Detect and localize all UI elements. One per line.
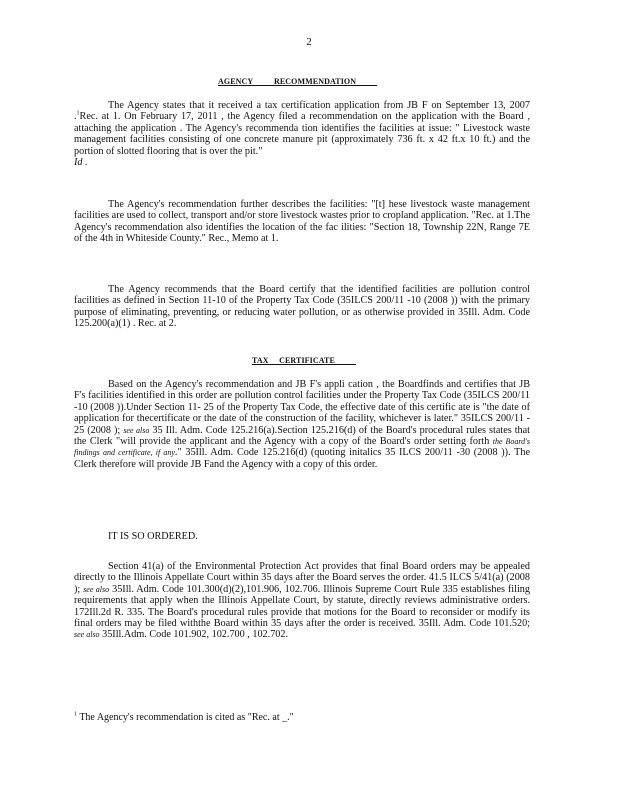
so-ordered: IT IS SO ORDERED. (108, 531, 198, 542)
paragraph-facilities-description (74, 199, 530, 245)
footnote-marker: 1 (74, 711, 77, 718)
paragraph-receipt (74, 100, 530, 168)
footnote-text: The Agency's recommendation is cited as "Rec. at _." (79, 712, 294, 723)
paragraph-agency-recommends (74, 284, 530, 330)
paragraph-text: Based on the Agency's recommendation and JB F's appli cation , the Boardfinds and certifies that JB F's facilities identified in this order are pollution control facilities under the Property Tax Code (35ILCS 200/11 -10 (2008 )).Under Section 11- 25 of the Property Tax Code, the effective date of this certific ate is "the date of application for thecertificate or the date of the construction of the facility, whichever is later." 35ILCS 200/11 - 25 (2008 ); (74, 379, 530, 436)
quoted-italic-text: the Board's findings and certificate, if any (74, 437, 530, 458)
paragraph-text: The Agency states that it received a tax certification application from JB F on September 13, 2007 . (74, 100, 530, 123)
paragraph-text: 35Ill. Adm. Code 101.300(d)(2),101.906, 102.706. Illinois Supreme Court Rule 335 establishes filing requirements that apply when the Illinois Appellate Court, by statute, directly reviews administrative orders. 172Ill.2d R. 335. The Board's procedural rules provide that motions for the Board to reconsider or modify its final orders may be filed withthe Board within 35 days after the order is received. 35Ill. Adm. Code 101.520; (74, 583, 530, 630)
footnote (74, 712, 530, 723)
footnote-reference: 1 (76, 111, 80, 118)
citation-signal: see also (83, 584, 110, 594)
paragraph-text: ." 35Ill. Adm. Code 125.216(d) (quoting initalics 35 ILCS 200/11 -30 (2008 )). The Clerk therefore will provide JB Fand the Agency with a copy of this order. (74, 447, 530, 470)
paragraph-text: 35 Ill. Adm. Code 125.216(a).Section 125.216(d) of the Board's procedural rules states that the Clerk "will provide the applicant and the Agency with a copy of the Board's order setting forth (74, 424, 530, 448)
paragraph-text: Rec. at 1. On February 17, 2011 , the Agency filed a recommendation on the application with the Board , attaching the application . The Agency's recommenda tion identifies the facilities at issue: " Livestock waste management facilities consisting of one concrete manure pit (approximately 736 ft. x 42 ft.x 10 ft.) and the portion of slotted flooring that is over the pit." (74, 111, 530, 157)
heading-agency-recommendation: AGENCY RECOMMENDATION (218, 77, 378, 86)
paragraph-text: 35Ill.Adm. Code 101.902, 102.700 , 102.702. (102, 629, 289, 641)
page-number: 2 (306, 36, 312, 48)
paragraph-text: The Agency's recommendation further describes the facilities: "[t] hese livestock waste management facilities are used to collect, transport and/or store livestock wastes prior to cropland application. "Rec. at 1.The Agency's recommendation also identifies the location of the fac ilities: "Section 18, Township 22N, Range 7E of the 4th in Whiteside County." Rec., Memo at 1. (74, 199, 530, 245)
citation-signal: see also (74, 630, 100, 640)
citation-id: Id . (74, 157, 88, 169)
paragraph-text: The Agency recommends that the Board certify that the identified facilities are pollution control facilities as defined in Section 11-10 of the Property Tax Code (35ILCS 200/11 -10 (2008 )) with the primary purpose of eliminating, preventing, or reducing water pollution, or as otherwise provided in 35Ill. Adm. Code 125.200(a)(1) . Rec. at 2. (74, 284, 530, 330)
paragraph-board-finds (74, 379, 530, 470)
paragraph-appeal-rights (74, 561, 530, 641)
heading-tax-certificate: TAX CERTIFICATE (252, 356, 356, 365)
paragraph-text: Section 41(a) of the Environmental Protection Act provides that final Board orders may be appealed directly to the Illinois Appellate Court within 35 days after the Board serves the order. 41.5 ILCS 5/41(a) (2008 ); (74, 561, 530, 595)
citation-signal: see also (123, 425, 150, 435)
